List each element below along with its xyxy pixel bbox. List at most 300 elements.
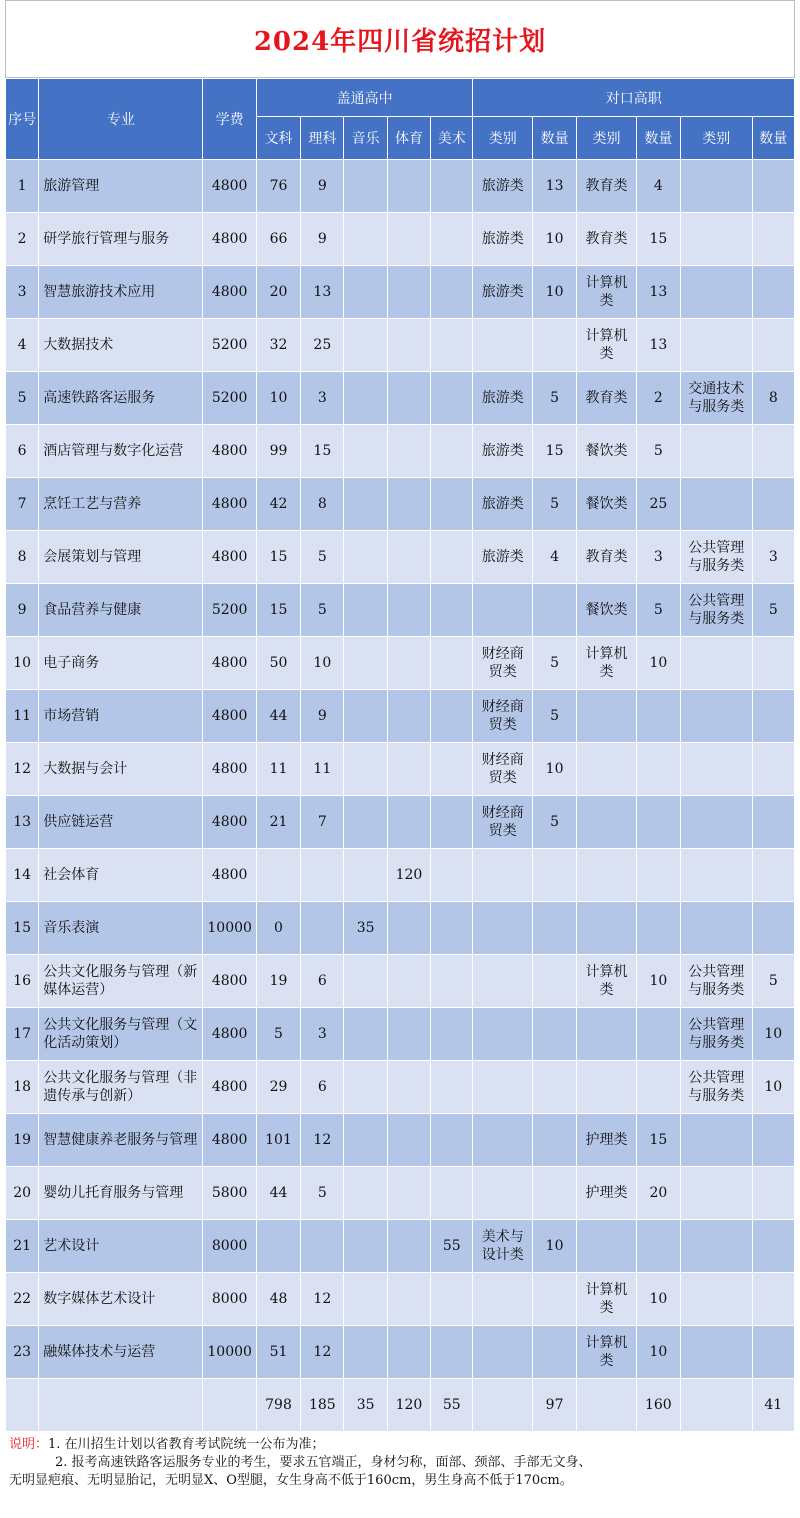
cell-major: 智慧旅游技术应用 — [39, 266, 203, 319]
cell-seq: 9 — [6, 584, 39, 637]
table-row — [6, 955, 795, 1008]
cell-meishu — [431, 1114, 473, 1167]
cell-yinyue — [344, 796, 387, 849]
cell-yinyue — [344, 531, 387, 584]
cell-fee: 4800 — [203, 955, 256, 1008]
cell-category-2: 餐饮类 — [577, 425, 636, 478]
cell-wenke: 15 — [256, 531, 300, 584]
cell-fee: 4800 — [203, 425, 256, 478]
cell-major: 食品营养与健康 — [39, 584, 203, 637]
cell-wenke: 20 — [256, 266, 300, 319]
note-label: 说明： — [9, 1437, 49, 1452]
cell-meishu — [431, 637, 473, 690]
cell-wenke: 11 — [256, 743, 300, 796]
cell-category-1 — [473, 1061, 532, 1114]
cell-category-2: 护理类 — [577, 1114, 636, 1167]
cell-count-1: 5 — [532, 478, 576, 531]
header-category-1: 类别 — [473, 117, 532, 160]
cell-tiyu — [387, 584, 430, 637]
cell-fee: 5800 — [203, 1167, 256, 1220]
cell-fee: 5200 — [203, 372, 256, 425]
cell-meishu — [431, 1273, 473, 1326]
cell-category-1 — [473, 1008, 532, 1061]
cell-count-3: 8 — [752, 372, 794, 425]
cell-category-2 — [577, 1061, 636, 1114]
cell-wenke: 76 — [256, 160, 300, 213]
cell-fee: 8000 — [203, 1220, 256, 1273]
cell-wenke: 44 — [256, 1167, 300, 1220]
cell-yinyue — [344, 1326, 387, 1379]
cell-meishu — [431, 372, 473, 425]
cell-wenke: 19 — [256, 955, 300, 1008]
table-row — [6, 372, 795, 425]
cell-category-3 — [681, 213, 753, 266]
cell-like: 9 — [301, 690, 344, 743]
cell-category-3 — [681, 425, 753, 478]
cell-category-1: 旅游类 — [473, 160, 532, 213]
cell-count-2: 10 — [636, 1273, 680, 1326]
cell-fee: 4800 — [203, 1008, 256, 1061]
cell-tiyu — [387, 478, 430, 531]
table-row — [6, 160, 795, 213]
cell-wenke: 66 — [256, 213, 300, 266]
cell-category-1: 旅游类 — [473, 372, 532, 425]
cell-count-2: 160 — [636, 1379, 680, 1432]
cell-major — [39, 1379, 203, 1432]
cell-count-3 — [752, 160, 794, 213]
header-tiyu: 体育 — [387, 117, 430, 160]
cell-major: 婴幼儿托育服务与管理 — [39, 1167, 203, 1220]
cell-like: 5 — [301, 584, 344, 637]
page-title: 2024年四川省统招计划 — [253, 26, 547, 57]
table-row — [6, 1114, 795, 1167]
cell-count-1 — [532, 902, 576, 955]
cell-major: 大数据与会计 — [39, 743, 203, 796]
header-count-2: 数量 — [636, 117, 680, 160]
cell-tiyu — [387, 1220, 430, 1273]
cell-tiyu — [387, 902, 430, 955]
cell-yinyue — [344, 1273, 387, 1326]
cell-category-3 — [681, 902, 753, 955]
cell-category-3 — [681, 1326, 753, 1379]
cell-category-2 — [577, 849, 636, 902]
cell-fee: 8000 — [203, 1273, 256, 1326]
cell-meishu — [431, 1061, 473, 1114]
cell-count-3 — [752, 902, 794, 955]
cell-category-2: 计算机类 — [577, 1326, 636, 1379]
table-row — [6, 319, 795, 372]
cell-count-3 — [752, 1220, 794, 1273]
cell-count-3: 10 — [752, 1061, 794, 1114]
cell-tiyu — [387, 319, 430, 372]
cell-count-2: 10 — [636, 955, 680, 1008]
table-row — [6, 425, 795, 478]
cell-yinyue — [344, 425, 387, 478]
header-category-2: 类别 — [577, 117, 636, 160]
cell-like: 7 — [301, 796, 344, 849]
cell-wenke: 42 — [256, 478, 300, 531]
cell-count-1: 10 — [532, 213, 576, 266]
cell-major: 社会体育 — [39, 849, 203, 902]
cell-major: 公共文化服务与管理（非遗传承与创新） — [39, 1061, 203, 1114]
cell-like: 3 — [301, 1008, 344, 1061]
cell-major: 融媒体技术与运营 — [39, 1326, 203, 1379]
cell-count-2: 5 — [636, 425, 680, 478]
cell-yinyue — [344, 213, 387, 266]
cell-wenke: 101 — [256, 1114, 300, 1167]
cell-count-2: 10 — [636, 1326, 680, 1379]
cell-meishu: 55 — [431, 1220, 473, 1273]
cell-fee: 4800 — [203, 796, 256, 849]
cell-count-3: 5 — [752, 584, 794, 637]
cell-yinyue — [344, 955, 387, 1008]
cell-count-2 — [636, 849, 680, 902]
table-row — [6, 902, 795, 955]
cell-category-2: 教育类 — [577, 531, 636, 584]
table-row — [6, 1008, 795, 1061]
cell-category-1 — [473, 902, 532, 955]
cell-yinyue: 35 — [344, 1379, 387, 1432]
cell-count-2 — [636, 1220, 680, 1273]
cell-count-2 — [636, 796, 680, 849]
cell-yinyue — [344, 319, 387, 372]
cell-major: 旅游管理 — [39, 160, 203, 213]
cell-fee: 4800 — [203, 849, 256, 902]
cell-meishu — [431, 690, 473, 743]
cell-category-1: 财经商贸类 — [473, 637, 532, 690]
cell-category-2: 餐饮类 — [577, 478, 636, 531]
table-row — [6, 1167, 795, 1220]
cell-count-1: 10 — [532, 743, 576, 796]
cell-wenke: 10 — [256, 372, 300, 425]
cell-like: 12 — [301, 1114, 344, 1167]
cell-category-3: 公共管理与服务类 — [681, 1061, 753, 1114]
cell-count-3: 10 — [752, 1008, 794, 1061]
cell-category-2: 计算机类 — [577, 1273, 636, 1326]
cell-category-1 — [473, 849, 532, 902]
cell-category-3 — [681, 1220, 753, 1273]
cell-category-3 — [681, 319, 753, 372]
table-row — [6, 1061, 795, 1114]
table-row — [6, 690, 795, 743]
cell-major: 智慧健康养老服务与管理 — [39, 1114, 203, 1167]
cell-category-1 — [473, 584, 532, 637]
cell-tiyu — [387, 690, 430, 743]
cell-count-2: 4 — [636, 160, 680, 213]
table-row — [6, 266, 795, 319]
cell-count-3: 41 — [752, 1379, 794, 1432]
cell-yinyue — [344, 849, 387, 902]
cell-fee: 4800 — [203, 531, 256, 584]
cell-count-1: 5 — [532, 796, 576, 849]
cell-fee: 4800 — [203, 160, 256, 213]
cell-fee: 4800 — [203, 690, 256, 743]
cell-category-2: 护理类 — [577, 1167, 636, 1220]
totals-row — [6, 1379, 795, 1432]
cell-category-3: 交通技术与服务类 — [681, 372, 753, 425]
note-text-1: 1. 在川招生计划以省教育考试院统一公布为准； — [48, 1437, 325, 1452]
cell-tiyu — [387, 213, 430, 266]
cell-seq: 13 — [6, 796, 39, 849]
cell-like: 185 — [301, 1379, 344, 1432]
cell-category-1: 财经商贸类 — [473, 743, 532, 796]
cell-major: 供应链运营 — [39, 796, 203, 849]
cell-category-2: 餐饮类 — [577, 584, 636, 637]
cell-meishu — [431, 425, 473, 478]
cell-like — [301, 849, 344, 902]
cell-major: 数字媒体艺术设计 — [39, 1273, 203, 1326]
cell-seq: 16 — [6, 955, 39, 1008]
cell-category-1: 旅游类 — [473, 266, 532, 319]
cell-category-3: 公共管理与服务类 — [681, 531, 753, 584]
cell-like: 12 — [301, 1273, 344, 1326]
cell-category-3: 公共管理与服务类 — [681, 1008, 753, 1061]
cell-tiyu — [387, 372, 430, 425]
cell-meishu — [431, 1167, 473, 1220]
cell-category-2: 计算机类 — [577, 266, 636, 319]
cell-count-3: 3 — [752, 531, 794, 584]
cell-category-1 — [473, 1167, 532, 1220]
cell-seq: 12 — [6, 743, 39, 796]
cell-count-3 — [752, 266, 794, 319]
cell-seq: 18 — [6, 1061, 39, 1114]
cell-like: 5 — [301, 1167, 344, 1220]
cell-like: 11 — [301, 743, 344, 796]
cell-like: 15 — [301, 425, 344, 478]
header-seq: 序号 — [6, 79, 39, 160]
cell-major: 高速铁路客运服务 — [39, 372, 203, 425]
cell-seq: 22 — [6, 1273, 39, 1326]
header-category-3: 类别 — [681, 117, 753, 160]
cell-category-3 — [681, 266, 753, 319]
cell-tiyu — [387, 1273, 430, 1326]
cell-like: 12 — [301, 1326, 344, 1379]
cell-tiyu — [387, 425, 430, 478]
header-count-3: 数量 — [752, 117, 794, 160]
cell-count-3 — [752, 849, 794, 902]
cell-meishu — [431, 160, 473, 213]
cell-seq — [6, 1379, 39, 1432]
cell-category-3 — [681, 743, 753, 796]
header-yinyue: 音乐 — [344, 117, 387, 160]
header-count-1: 数量 — [532, 117, 576, 160]
cell-tiyu — [387, 796, 430, 849]
cell-yinyue — [344, 743, 387, 796]
cell-count-2 — [636, 690, 680, 743]
cell-like: 25 — [301, 319, 344, 372]
cell-meishu — [431, 955, 473, 1008]
cell-fee: 5200 — [203, 584, 256, 637]
cell-wenke: 29 — [256, 1061, 300, 1114]
table-row — [6, 796, 795, 849]
cell-count-1 — [532, 1273, 576, 1326]
cell-wenke: 32 — [256, 319, 300, 372]
cell-tiyu — [387, 1114, 430, 1167]
cell-tiyu — [387, 266, 430, 319]
note-section — [5, 1432, 795, 1490]
cell-yinyue — [344, 637, 387, 690]
cell-like: 10 — [301, 637, 344, 690]
cell-wenke: 50 — [256, 637, 300, 690]
cell-count-1: 5 — [532, 637, 576, 690]
cell-fee: 4800 — [203, 743, 256, 796]
cell-seq: 19 — [6, 1114, 39, 1167]
cell-tiyu: 120 — [387, 849, 430, 902]
cell-yinyue — [344, 1061, 387, 1114]
cell-wenke: 48 — [256, 1273, 300, 1326]
cell-category-1: 旅游类 — [473, 478, 532, 531]
cell-wenke: 51 — [256, 1326, 300, 1379]
cell-seq: 23 — [6, 1326, 39, 1379]
table-row — [6, 584, 795, 637]
cell-count-3 — [752, 213, 794, 266]
cell-count-1 — [532, 849, 576, 902]
cell-count-1: 15 — [532, 425, 576, 478]
cell-major: 公共文化服务与管理（文化活动策划） — [39, 1008, 203, 1061]
cell-count-2: 10 — [636, 637, 680, 690]
cell-category-2: 教育类 — [577, 160, 636, 213]
header-meishu: 美术 — [431, 117, 473, 160]
cell-meishu — [431, 1008, 473, 1061]
cell-category-1: 财经商贸类 — [473, 796, 532, 849]
cell-category-2: 教育类 — [577, 213, 636, 266]
cell-major: 市场营销 — [39, 690, 203, 743]
cell-count-1: 5 — [532, 372, 576, 425]
cell-wenke: 44 — [256, 690, 300, 743]
cell-yinyue — [344, 478, 387, 531]
cell-count-2 — [636, 1061, 680, 1114]
cell-seq: 10 — [6, 637, 39, 690]
cell-count-3 — [752, 1326, 794, 1379]
cell-fee: 4800 — [203, 266, 256, 319]
cell-seq: 7 — [6, 478, 39, 531]
cell-wenke: 5 — [256, 1008, 300, 1061]
cell-like — [301, 1220, 344, 1273]
cell-seq: 1 — [6, 160, 39, 213]
cell-tiyu — [387, 743, 430, 796]
cell-category-2: 计算机类 — [577, 955, 636, 1008]
cell-category-1 — [473, 1379, 532, 1432]
cell-wenke: 15 — [256, 584, 300, 637]
cell-category-1 — [473, 319, 532, 372]
cell-count-2: 15 — [636, 1114, 680, 1167]
cell-count-3 — [752, 1114, 794, 1167]
cell-wenke: 99 — [256, 425, 300, 478]
cell-category-1 — [473, 955, 532, 1008]
table-row — [6, 213, 795, 266]
cell-yinyue — [344, 690, 387, 743]
cell-count-2: 2 — [636, 372, 680, 425]
cell-meishu — [431, 319, 473, 372]
cell-meishu — [431, 1326, 473, 1379]
cell-count-3 — [752, 1167, 794, 1220]
table-body — [6, 160, 795, 1432]
cell-tiyu — [387, 1061, 430, 1114]
cell-seq: 14 — [6, 849, 39, 902]
cell-tiyu — [387, 1008, 430, 1061]
cell-tiyu — [387, 955, 430, 1008]
enrollment-plan-table — [5, 78, 795, 1432]
cell-like — [301, 902, 344, 955]
cell-fee — [203, 1379, 256, 1432]
cell-seq: 6 — [6, 425, 39, 478]
cell-wenke: 798 — [256, 1379, 300, 1432]
cell-category-1 — [473, 1326, 532, 1379]
cell-count-2 — [636, 1008, 680, 1061]
cell-category-2: 计算机类 — [577, 319, 636, 372]
cell-count-2 — [636, 743, 680, 796]
cell-count-3: 5 — [752, 955, 794, 1008]
cell-major: 音乐表演 — [39, 902, 203, 955]
cell-major: 艺术设计 — [39, 1220, 203, 1273]
cell-count-1: 4 — [532, 531, 576, 584]
cell-count-1 — [532, 584, 576, 637]
cell-like: 6 — [301, 955, 344, 1008]
cell-count-3 — [752, 796, 794, 849]
cell-category-2: 教育类 — [577, 372, 636, 425]
cell-yinyue — [344, 1167, 387, 1220]
cell-category-3 — [681, 1114, 753, 1167]
cell-category-2: 计算机类 — [577, 637, 636, 690]
table-row — [6, 1273, 795, 1326]
cell-count-1: 5 — [532, 690, 576, 743]
cell-seq: 20 — [6, 1167, 39, 1220]
cell-category-3 — [681, 160, 753, 213]
note-line-3: 无明显疤痕、无明显胎记，无明显X、O型腿，女生身高不低于160cm，男生身高不低于170cm。 — [9, 1473, 573, 1488]
cell-count-3 — [752, 478, 794, 531]
cell-category-3 — [681, 690, 753, 743]
cell-meishu — [431, 796, 473, 849]
cell-count-2: 13 — [636, 266, 680, 319]
cell-wenke: 0 — [256, 902, 300, 955]
cell-yinyue — [344, 1220, 387, 1273]
cell-count-3 — [752, 637, 794, 690]
cell-count-1 — [532, 1061, 576, 1114]
table-row — [6, 849, 795, 902]
cell-major: 电子商务 — [39, 637, 203, 690]
cell-major: 酒店管理与数字化运营 — [39, 425, 203, 478]
cell-fee: 4800 — [203, 637, 256, 690]
table-row — [6, 1220, 795, 1273]
cell-count-2: 25 — [636, 478, 680, 531]
cell-category-2 — [577, 690, 636, 743]
table-row — [6, 743, 795, 796]
cell-yinyue — [344, 372, 387, 425]
cell-seq: 15 — [6, 902, 39, 955]
cell-tiyu: 120 — [387, 1379, 430, 1432]
header-general-group: 盖通高中 — [256, 79, 473, 117]
cell-count-3 — [752, 1273, 794, 1326]
cell-count-3 — [752, 690, 794, 743]
cell-seq: 11 — [6, 690, 39, 743]
cell-count-2: 15 — [636, 213, 680, 266]
cell-count-2: 5 — [636, 584, 680, 637]
cell-yinyue: 35 — [344, 902, 387, 955]
header-vocational-group: 对口高职 — [473, 79, 795, 117]
cell-major: 会展策划与管理 — [39, 531, 203, 584]
cell-meishu — [431, 478, 473, 531]
cell-like: 5 — [301, 531, 344, 584]
cell-category-3 — [681, 637, 753, 690]
cell-seq: 3 — [6, 266, 39, 319]
cell-category-1: 财经商贸类 — [473, 690, 532, 743]
cell-like: 9 — [301, 160, 344, 213]
cell-count-1: 13 — [532, 160, 576, 213]
cell-meishu — [431, 584, 473, 637]
cell-tiyu — [387, 1326, 430, 1379]
cell-wenke — [256, 849, 300, 902]
cell-like: 3 — [301, 372, 344, 425]
